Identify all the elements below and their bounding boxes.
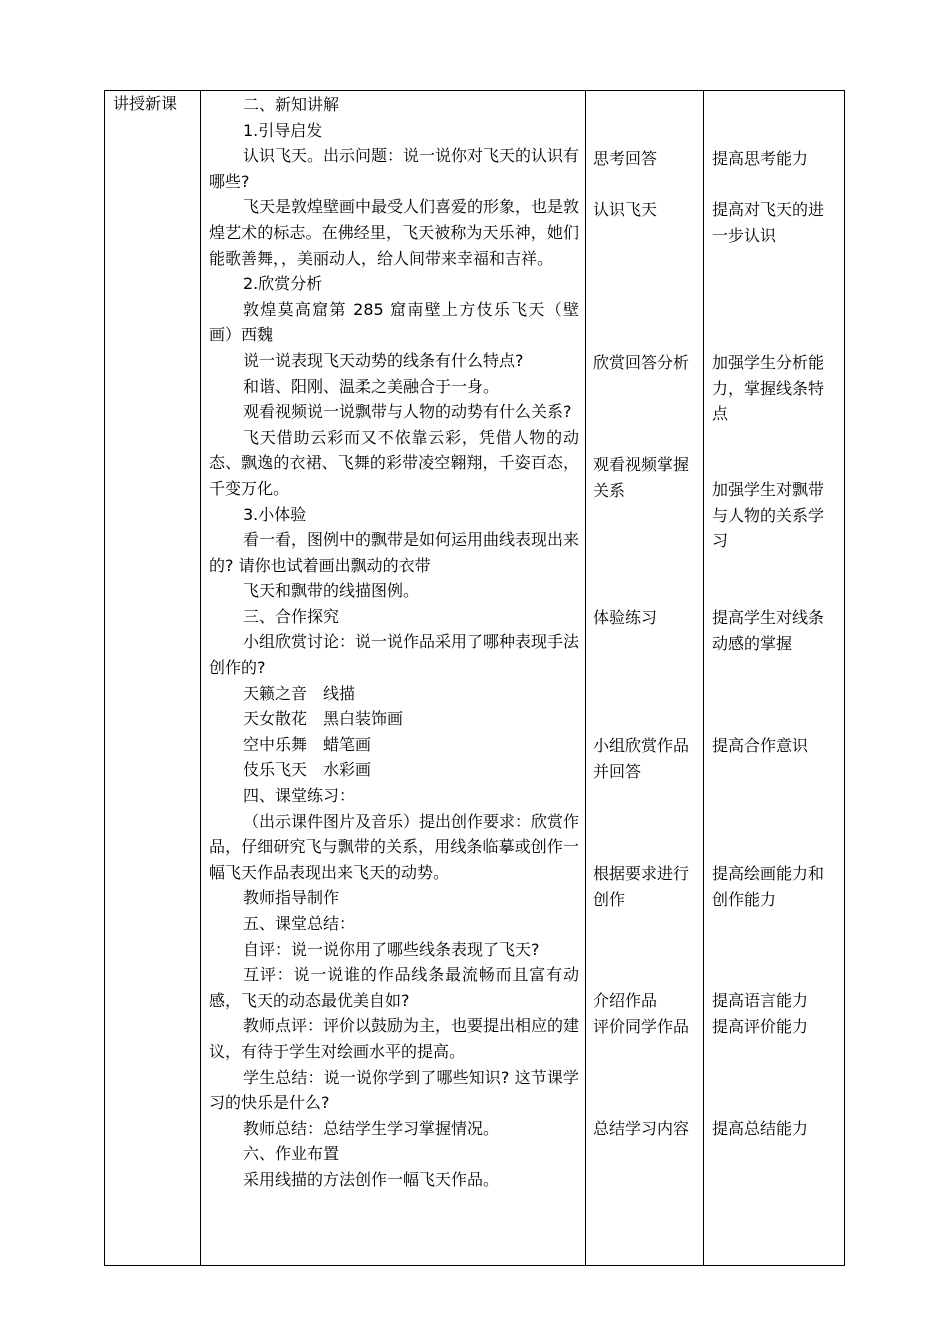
content-paragraph: 教师点评：评价以鼓励为主，也要提出相应的建议，有待于学生对绘画水平的提高。 <box>209 1016 580 1061</box>
student-activity-item <box>593 350 705 376</box>
activity-line: 认识飞天 <box>593 200 658 219</box>
activity-line: 观看视频掌握 <box>593 455 690 474</box>
content-paragraph: 六、作业布置 <box>243 1144 340 1164</box>
activity-line: 总结学习内容 <box>593 1119 690 1138</box>
student-activity-item <box>593 146 705 172</box>
content-paragraph: 五、课堂总结： <box>243 914 356 933</box>
intent-line: 加强学生分析能 <box>712 353 825 372</box>
activity-line: 根据要求进行 <box>593 864 690 883</box>
content-paragraph: 天女散花 黑白装饰画 <box>243 709 404 729</box>
student-activity-item <box>593 452 705 503</box>
activity-line: 并回答 <box>593 761 642 781</box>
lesson-table <box>104 90 845 1266</box>
teaching-content <box>209 92 579 1193</box>
student-activity-item <box>593 988 705 1039</box>
content-paragraph: 教师指导制作 <box>243 888 340 908</box>
content-paragraph: 认识飞天。出示问题：说一说你对飞天的认识有哪些? <box>209 146 580 191</box>
content-paragraph: 飞天借助云彩而又不依靠云彩，凭借人物的动态、飘逸的衣裙、飞舞的彩带凌空翱翔，千姿百态，千变万化。 <box>209 427 579 498</box>
content-paragraph: 敦煌莫高窟第 285 窟南壁上方伎乐飞天（壁画）西魏 <box>209 299 579 345</box>
student-activity-item <box>593 861 705 912</box>
design-intent-item <box>712 1116 842 1142</box>
design-intent-item <box>712 988 842 1039</box>
intent-line: 加强学生对飘带 <box>712 480 825 499</box>
content-paragraph: 看一看，图例中的飘带是如何运用曲线表现出来的? 请你也试着画出飘动的衣带 <box>209 530 580 575</box>
content-paragraph: 说一说表现飞天动势的线条有什么特点? <box>243 350 524 370</box>
content-paragraph: 互评：说一说谁的作品线条最流畅而且富有动感，飞天的动态最优美自如? <box>209 965 579 1010</box>
activity-line: 小组欣赏作品 <box>593 736 690 755</box>
content-paragraph: 飞天和飘带的线描图例。 <box>243 581 420 601</box>
design-intent-item <box>712 146 842 172</box>
activity-line: 创作 <box>593 889 626 909</box>
activity-line: 评价同学作品 <box>593 1016 690 1036</box>
intent-line: 提高绘画能力和 <box>712 864 825 883</box>
content-paragraph: 1.引导启发 <box>243 120 323 140</box>
intent-line: 点 <box>712 404 729 424</box>
column-divider <box>703 91 704 1265</box>
content-paragraph: 天籁之音 线描 <box>243 683 356 703</box>
content-paragraph: 飞天是敦煌壁画中最受人们喜爱的形象，也是敦煌艺术的标志。在佛经里，飞天被称为天乐神，她们能歌善舞，，美丽动人，给人间带来幸福和吉祥。 <box>209 197 580 268</box>
intent-line: 提高总结能力 <box>712 1119 809 1138</box>
activity-line: 体验练习 <box>593 608 658 627</box>
student-activity-item <box>593 733 705 784</box>
column-divider <box>200 91 201 1265</box>
design-intent-item <box>712 605 842 656</box>
intent-line: 动感的掌握 <box>712 633 793 653</box>
content-paragraph: 教师总结：总结学生学习掌握情况。 <box>243 1118 500 1138</box>
content-paragraph: 3.小体验 <box>243 504 307 524</box>
design-intent-item <box>712 197 842 248</box>
intent-line: 创作能力 <box>712 889 777 909</box>
student-activity-item <box>593 605 705 631</box>
content-paragraph: 学生总结：说一说你学到了哪些知识? 这节课学习的快乐是什么? <box>209 1067 579 1113</box>
intent-line: 提高合作意识 <box>712 736 809 755</box>
content-paragraph: 小组欣赏讨论：说一说作品采用了哪种表现手法创作的? <box>209 632 580 678</box>
column-divider <box>585 91 586 1265</box>
content-paragraph: 自评：说一说你用了哪些线条表现了飞天? <box>243 939 540 959</box>
intent-line: 提高学生对线条 <box>712 608 825 627</box>
intent-line: 提高对飞天的进 <box>712 200 825 219</box>
intent-line: 一步认识 <box>712 225 777 245</box>
student-activity-item <box>593 1116 705 1142</box>
content-paragraph: 二、新知讲解 <box>243 95 340 114</box>
content-paragraph: 和谐、阳刚、温柔之美融合于一身。 <box>243 376 500 396</box>
intent-line: 与人物的关系学 <box>712 505 825 525</box>
activity-line: 关系 <box>593 480 626 500</box>
content-paragraph: 三、合作探究 <box>243 606 340 626</box>
content-paragraph: 伎乐飞天 水彩画 <box>243 760 372 780</box>
stage-label: 讲授新课 <box>113 94 178 113</box>
activity-line: 思考回答 <box>593 149 658 168</box>
content-paragraph: 四、课堂练习： <box>243 786 356 806</box>
intent-line: 力，掌握线条特 <box>712 378 825 398</box>
design-intent-item <box>712 733 842 759</box>
content-paragraph: 观看视频说一说飘带与人物的动势有什么关系? <box>243 402 572 422</box>
intent-line: 提高评价能力 <box>712 1016 809 1036</box>
design-intent-item <box>712 350 842 427</box>
activity-line: 欣赏回答分析 <box>593 353 690 372</box>
intent-line: 提高思考能力 <box>712 149 809 168</box>
design-intent-item <box>712 477 842 554</box>
content-paragraph: 采用线描的方法创作一幅飞天作品。 <box>243 1169 500 1189</box>
intent-line: 习 <box>712 531 729 551</box>
content-paragraph: （出示课件图片及音乐）提出创作要求：欣赏作品，仔细研究飞与飘带的关系，用线条临摹或创作一幅飞天作品表现出来飞天的动势。 <box>209 811 580 882</box>
activity-line: 介绍作品 <box>593 991 658 1010</box>
design-intent-item <box>712 861 842 912</box>
intent-line: 提高语言能力 <box>712 991 809 1010</box>
student-activity-item <box>593 197 705 223</box>
content-paragraph: 空中乐舞 蜡笔画 <box>243 734 372 754</box>
content-paragraph: 2.欣赏分析 <box>243 274 323 294</box>
